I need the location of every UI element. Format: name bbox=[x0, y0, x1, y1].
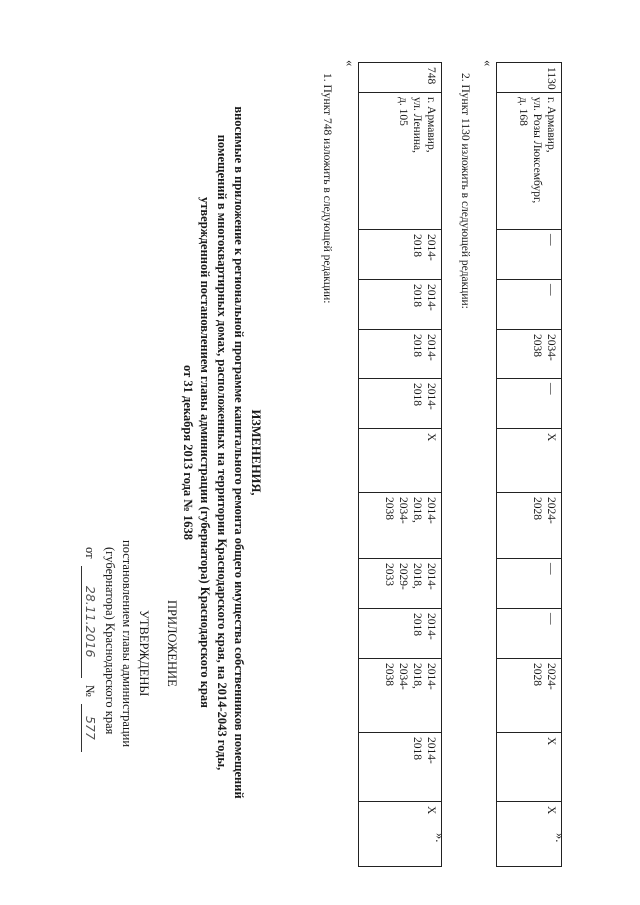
approval-line-2: (губернатора) Краснодарского края bbox=[103, 547, 117, 735]
table-cell: 1130 bbox=[497, 63, 562, 93]
from-label: от bbox=[83, 547, 97, 559]
section-1-open-quote: « bbox=[343, 60, 357, 67]
approval-line-1: постановлением главы администрации bbox=[120, 540, 134, 748]
table-cell: 2024- 2028 bbox=[497, 493, 562, 559]
table-cell: 2014- 2018, 2034- 2038 bbox=[359, 659, 442, 733]
section-1-label: 1. Пункт 748 изложить в следующей редакции: bbox=[321, 73, 333, 304]
heading-line-3: утвержденной постановлением главы администрации (губернатора) Краснодарского края bbox=[198, 197, 212, 708]
table-cell: г. Армавир, ул. Розы Люксембург, д. 168 bbox=[497, 93, 562, 230]
heading-line-4: от 31 декабря 2013 года № 1638 bbox=[181, 365, 195, 540]
table-cell: 2034- 2038 bbox=[497, 330, 562, 379]
section-1-close-quote: ». bbox=[433, 833, 447, 843]
table-cell: 748 bbox=[359, 63, 442, 93]
handwritten-date: 28.11.2016 bbox=[81, 566, 99, 678]
appendix-label: ПРИЛОЖЕНИЕ bbox=[165, 600, 179, 687]
table-cell: 2014- 2018 bbox=[359, 379, 442, 429]
section-2-table bbox=[496, 62, 562, 867]
table-row bbox=[359, 63, 442, 867]
approved-label: УТВЕРЖДЕНЫ bbox=[137, 610, 151, 697]
document-title: ИЗМЕНЕНИЯ, bbox=[249, 409, 263, 496]
table-cell: — bbox=[497, 609, 562, 659]
table-cell: 2014- 2018 bbox=[359, 280, 442, 330]
table-cell: 2014- 2018, 2029- 2033 bbox=[359, 559, 442, 609]
heading-line-2: помещений в многоквартирных домах, расположенных на территории Краснодарского края, на 2014-2043 годы, bbox=[215, 134, 229, 771]
heading-line-1: вносимые в приложение к региональной программе капитального ремонта общего имущества собственников помещений bbox=[232, 106, 246, 799]
section-1-table bbox=[358, 62, 442, 867]
table-cell: X bbox=[497, 802, 562, 867]
section-2-close-quote: ». bbox=[553, 833, 567, 843]
table-cell: X bbox=[497, 733, 562, 802]
approval-date-row bbox=[81, 547, 99, 752]
table-cell: 2014- 2018 bbox=[359, 330, 442, 379]
table-cell: — bbox=[497, 280, 562, 330]
table-cell: 2014- 2018, 2034- 2038 bbox=[359, 493, 442, 559]
handwritten-number: 577 bbox=[81, 704, 99, 752]
table-cell: г. Армавир, ул. Ленина, д. 105 bbox=[359, 93, 442, 230]
number-label: № bbox=[83, 684, 97, 697]
table-cell: — bbox=[497, 230, 562, 280]
table-cell: 2024- 2028 bbox=[497, 659, 562, 733]
table-cell: 2014- 2018 bbox=[359, 733, 442, 802]
table-cell: X bbox=[359, 429, 442, 493]
table-row bbox=[497, 63, 562, 867]
section-2-open-quote: « bbox=[481, 60, 495, 67]
table-cell: 2014- 2018 bbox=[359, 609, 442, 659]
table-cell: X bbox=[497, 429, 562, 493]
table-cell: — bbox=[497, 559, 562, 609]
section-2-label: 2. Пункт 1130 изложить в следующей редакции: bbox=[459, 73, 471, 309]
table-cell: X bbox=[359, 802, 442, 867]
table-cell: — bbox=[497, 379, 562, 429]
table-cell: 2014- 2018 bbox=[359, 230, 442, 280]
